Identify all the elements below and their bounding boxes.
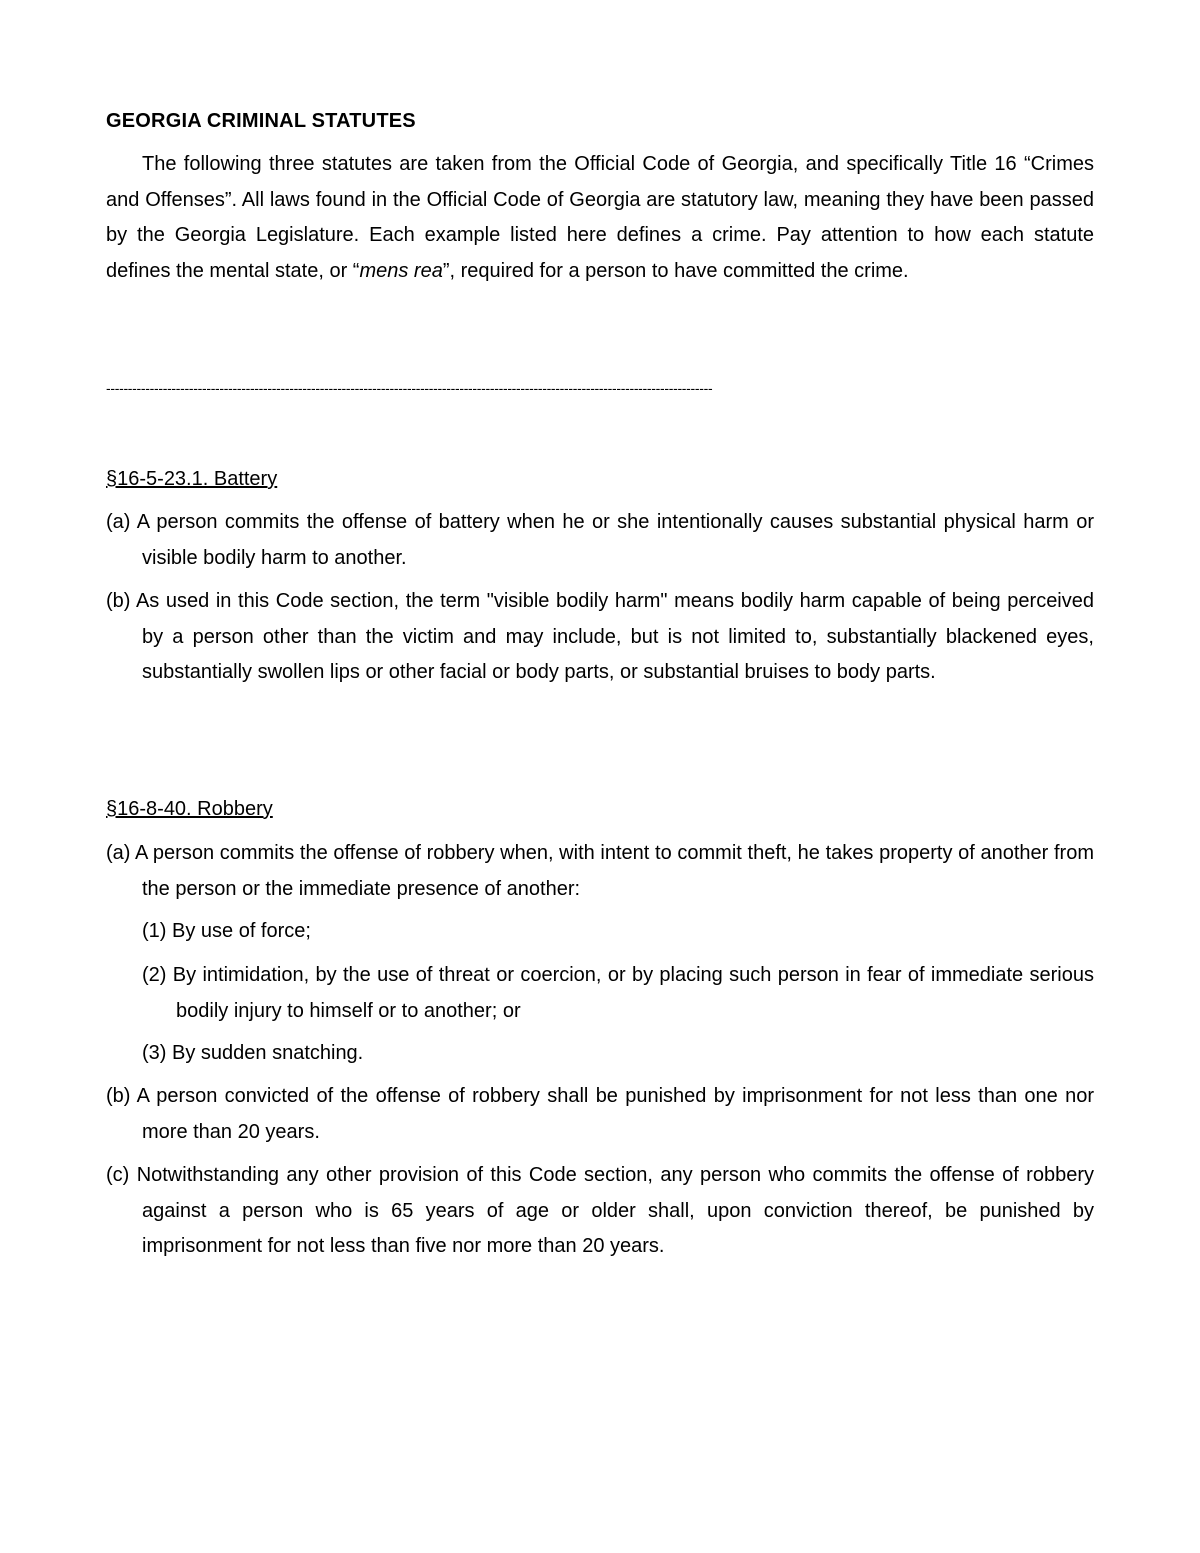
robbery-clause-a2: (2) By intimidation, by the use of threat or coercion, or by placing such person in fear of immediate serious bodily injury to himself or to another; or xyxy=(142,964,1094,1022)
robbery-clause-c: (c) Notwithstanding any other provision of this Code section, any person who commits the offense of robbery against a person who is 65 years of age or older shall, upon conviction thereof, be punished by imprisonment for not less than five nor more than 20 years. xyxy=(106,1164,1094,1257)
intro-text-2: ”, required for a person to have committed the crime. xyxy=(442,259,909,282)
robbery-heading: §16-8-40. Robbery xyxy=(106,798,273,820)
section-divider: ------------------------------------------------------------------------------------------------------------------------------------------- xyxy=(106,380,713,396)
intro-italic-term: mens rea xyxy=(359,259,443,282)
robbery-clause-a: (a) A person commits the offense of robbery when, with intent to commit theft, he takes property of another from the person or the immediate presence of another: xyxy=(106,842,1094,900)
robbery-clause-b: (b) A person convicted of the offense of robbery shall be punished by imprisonment for not less than one nor more than 20 years. xyxy=(106,1085,1094,1143)
intro-paragraph xyxy=(106,147,1094,289)
robbery-clause-a1: (1) By use of force; xyxy=(142,920,311,942)
battery-clause-b: (b) As used in this Code section, the term "visible bodily harm" means bodily harm capable of being perceived by a person other than the victim and may include, but is not limited to, substantially blackened eyes, substantially swollen lips or other facial or body parts, or substantial bruises to body parts. xyxy=(106,590,1094,683)
intro-text-1: The following three statutes are taken from the Official Code of Georgia, and specifically Title 16 “Crimes and Offenses”. All laws found in the Official Code of Georgia are statutory law, meaning they have been passed by the Georgia Legislature. Each example listed here defines a crime. Pay attention to how each statute defines the mental state, or “ xyxy=(106,153,1094,282)
battery-heading: §16-5-23.1. Battery xyxy=(106,468,278,490)
battery-clause-a: (a) A person commits the offense of battery when he or she intentionally causes substantial physical harm or visible bodily harm to another. xyxy=(106,511,1094,569)
robbery-clause-a3: (3) By sudden snatching. xyxy=(142,1042,364,1064)
document-title: GEORGIA CRIMINAL STATUTES xyxy=(106,110,416,132)
